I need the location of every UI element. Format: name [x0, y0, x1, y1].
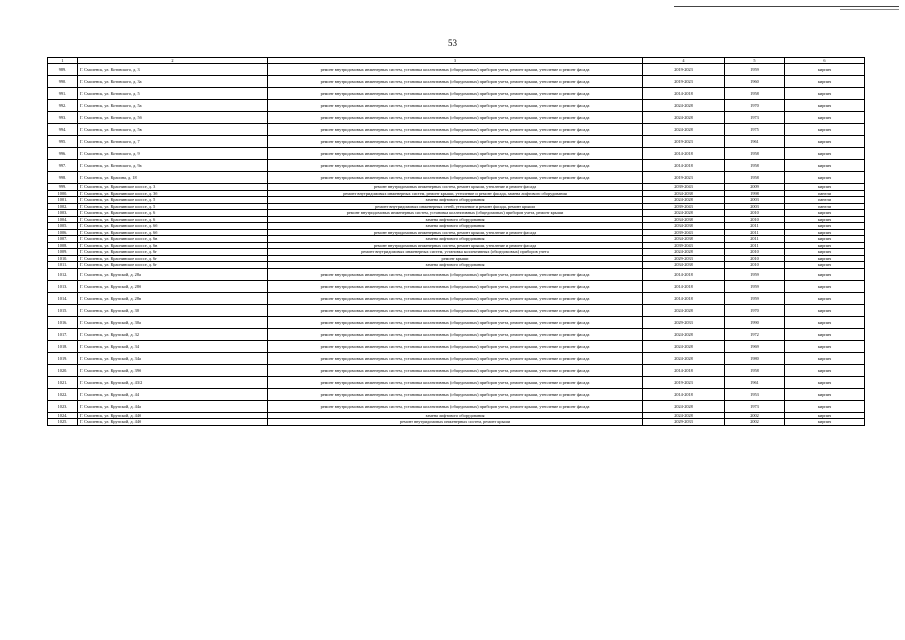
wall-material-cell: кирпич: [785, 255, 865, 262]
year-built-cell: 1990: [725, 316, 785, 328]
table-row: [48, 160, 865, 172]
row-number: 1008.: [48, 242, 78, 249]
period-cell: 2034-2038: [643, 190, 725, 197]
address-cell: Г. Смоленск, ул. Краснинское шоссе, д. 6б: [78, 229, 268, 236]
year-built-cell: 1958: [725, 88, 785, 100]
address-cell: Г. Смоленск, ул. Крупской, д. 44: [78, 388, 268, 400]
address-cell: Г. Смоленск, ул. Котовского, д. 3: [78, 64, 268, 76]
year-built-cell: 2010: [725, 216, 785, 223]
table-row: [48, 419, 865, 426]
work-type-cell: ремонт внутридомовых инженерных систем, ремонт крыши: [268, 419, 643, 426]
year-built-cell: 1960: [725, 76, 785, 88]
year-built-cell: 2011: [725, 223, 785, 230]
work-type-cell: замена лифтового оборудования: [268, 262, 643, 269]
address-cell: Г. Смоленск, ул. Котовского, д. 5а: [78, 100, 268, 112]
work-type-cell: ремонт внутридомовых инженерных систем, установка коллективных (общедомовых) приборов учета, ремонт крыши, утепление и ремонт фасада: [268, 328, 643, 340]
address-cell: Г. Смоленск, ул. Крупской, д. 30: [78, 304, 268, 316]
work-type-cell: ремонт внутридомовых инженерных систем, ремонт крыши, утепление и ремонт фасада: [268, 184, 643, 191]
period-cell: 2014-2018: [643, 292, 725, 304]
work-type-cell: ремонт внутридомовых инженерных систем, установка коллективных (общедомовых) приборов учета, ремонт крыши, утепление и ремонт фасада: [268, 160, 643, 172]
table-row: [48, 136, 865, 148]
period-cell: 2039-2043: [643, 184, 725, 191]
work-type-cell: замена лифтового оборудования: [268, 197, 643, 204]
year-built-cell: 1969: [725, 340, 785, 352]
column-header-3: 3: [268, 58, 643, 64]
table-row: [48, 76, 865, 88]
table-row: [48, 400, 865, 412]
year-built-cell: 2010: [725, 210, 785, 217]
wall-material-cell: кирпич: [785, 419, 865, 426]
row-number: 1016.: [48, 316, 78, 328]
row-number: 1011.: [48, 262, 78, 269]
row-number: 1009.: [48, 249, 78, 256]
year-built-cell: 1975: [725, 124, 785, 136]
table-row: [48, 172, 865, 184]
work-type-cell: ремонт внутридомовых инженерных систем, установка коллективных (общедомовых) приборов учета, ремонт крыши, утепление и ремонт фасада: [268, 268, 643, 280]
work-type-cell: ремонт внутридомовых инженерных систем, установка коллективных (общедомовых) приборов учета, ремонт крыши, утепление и ремонт фасада: [268, 376, 643, 388]
work-type-cell: ремонт внутридомовых инженерных систем, установка коллективных (общедомовых) приборов учета, ремонт крыши, утепление и ремонт фасада: [268, 304, 643, 316]
row-number: 1007.: [48, 236, 78, 243]
address-cell: Г. Смоленск, ул. Котовского, д. 5: [78, 88, 268, 100]
row-number: 1000.: [48, 190, 78, 197]
top-rule-short: [840, 9, 899, 10]
period-cell: 2014-2018: [643, 148, 725, 160]
row-number: 1017.: [48, 328, 78, 340]
address-cell: Г. Смоленск, ул. Крупской, д. 34: [78, 340, 268, 352]
wall-material-cell: кирпич: [785, 136, 865, 148]
wall-material-cell: кирпич: [785, 352, 865, 364]
year-built-cell: 1953: [725, 388, 785, 400]
wall-material-cell: кирпич: [785, 376, 865, 388]
period-cell: 2034-2038: [643, 223, 725, 230]
wall-material-cell: кирпич: [785, 64, 865, 76]
year-built-cell: 1998: [725, 190, 785, 197]
year-built-cell: 1959: [725, 64, 785, 76]
wall-material-cell: кирпич: [785, 328, 865, 340]
row-number: 992.: [48, 100, 78, 112]
work-type-cell: ремонт внутридомовых инженерных систем, установка коллективных (общедомовых) приборов учета, ремонт крыши, утепление и ремонт фасада: [268, 112, 643, 124]
column-header-4: 4: [643, 58, 725, 64]
period-cell: 2019-2023: [643, 376, 725, 388]
table-row: [48, 100, 865, 112]
row-number: 1014.: [48, 292, 78, 304]
row-number: 1020.: [48, 364, 78, 376]
work-type-cell: ремонт внутридомовых инженерных систем, установка коллективных (общедомовых) приборов учета, ремонт крыши, утепление и ремонт фасада: [268, 124, 643, 136]
row-number: 995.: [48, 136, 78, 148]
table-row: [48, 340, 865, 352]
period-cell: 2024-2028: [643, 112, 725, 124]
wall-material-cell: кирпич: [785, 88, 865, 100]
period-cell: 2024-2028: [643, 210, 725, 217]
work-type-cell: ремонт внутридомовых инженерных систем, установка коллективных (общедомовых) приборов учета, ремонт крыши, утепление и ремонт фасада: [268, 316, 643, 328]
period-cell: 2024-2028: [643, 328, 725, 340]
address-cell: Г. Смоленск, ул. Котовского, д. 5б: [78, 112, 268, 124]
work-type-cell: ремонт внутридомовых инженерных систем, ремонт крыши, утепление и ремонт фасада: [268, 229, 643, 236]
table-row: [48, 388, 865, 400]
period-cell: 2034-2038: [643, 216, 725, 223]
wall-material-cell: кирпич: [785, 216, 865, 223]
address-cell: Г. Смоленск, ул. Краснинское шоссе, д. 6б: [78, 223, 268, 230]
address-cell: Г. Смоленск, ул. Крупской, д. 39б: [78, 364, 268, 376]
row-number: 998.: [48, 172, 78, 184]
work-type-cell: ремонт внутридомовых инженерных систем, установка коллективных (общедомовых) приборов учета, ремонт крыши, утепление и ремонт фасада: [268, 400, 643, 412]
year-built-cell: 1970: [725, 304, 785, 316]
wall-material-cell: кирпич: [785, 124, 865, 136]
period-cell: 2024-2028: [643, 352, 725, 364]
work-type-cell: замена лифтового оборудования: [268, 412, 643, 419]
address-cell: Г. Смоленск, ул. Краснинское шоссе, д. 5: [78, 197, 268, 204]
address-cell: Г. Смоленск, ул. Крупской, д. 28а: [78, 268, 268, 280]
wall-material-cell: панели: [785, 190, 865, 197]
row-number: 1018.: [48, 340, 78, 352]
work-type-cell: ремонт внутридомовых инженерных систем, установка коллективных (общедомовых) приборов учета: [268, 249, 643, 256]
row-number: 1019.: [48, 352, 78, 364]
period-cell: 2024-2028: [643, 304, 725, 316]
year-built-cell: 1961: [725, 136, 785, 148]
wall-material-cell: кирпич: [785, 316, 865, 328]
address-cell: Г. Смоленск, ул. Краснинское шоссе, д. 6: [78, 216, 268, 223]
period-cell: 2024-2028: [643, 100, 725, 112]
row-number: 1013.: [48, 280, 78, 292]
wall-material-cell: кирпич: [785, 262, 865, 269]
row-number: 997.: [48, 160, 78, 172]
address-cell: Г. Смоленск, ул. Котовского, д. 7: [78, 136, 268, 148]
year-built-cell: 1961: [725, 376, 785, 388]
row-number: 994.: [48, 124, 78, 136]
work-type-cell: ремонт внутридомовых инженерных систем, установка коллективных (общедомовых) приборов учета, ремонт крыши, утепление и ремонт фасада: [268, 136, 643, 148]
row-number: 1002.: [48, 203, 78, 210]
address-cell: Г. Смоленск, ул. Котовского, д. 3а: [78, 76, 268, 88]
row-number: 1003.: [48, 210, 78, 217]
address-cell: Г. Смоленск, ул. Крупской, д. 43/2: [78, 376, 268, 388]
table-row: [48, 88, 865, 100]
period-cell: 2019-2023: [643, 76, 725, 88]
column-header-5: 5: [725, 58, 785, 64]
year-built-cell: 1980: [725, 352, 785, 364]
address-cell: Г. Смоленск, ул. Крупской, д. 44б: [78, 412, 268, 419]
work-type-cell: замена лифтового оборудования: [268, 236, 643, 243]
year-built-cell: 2011: [725, 236, 785, 243]
period-cell: 2014-2018: [643, 88, 725, 100]
wall-material-cell: кирпич: [785, 242, 865, 249]
address-cell: Г. Смоленск, ул. Краснинское шоссе, д. 6: [78, 210, 268, 217]
row-number: 990.: [48, 76, 78, 88]
work-type-cell: ремонт внутридомовых инженерных систем, установка коллективных (общедомовых) приборов учета, ремонт крыши, утепление и ремонт фасада: [268, 364, 643, 376]
row-number: 1021.: [48, 376, 78, 388]
row-number: 1023.: [48, 400, 78, 412]
wall-material-cell: кирпич: [785, 388, 865, 400]
period-cell: 2024-2028: [643, 124, 725, 136]
year-built-cell: 1958: [725, 160, 785, 172]
wall-material-cell: кирпич: [785, 112, 865, 124]
work-type-cell: ремонт внутридомовых инженерных систем, установка коллективных (общедомовых) приборов учета, ремонт крыши, утепление и ремонт фасада: [268, 100, 643, 112]
row-number: 1025.: [48, 419, 78, 426]
wall-material-cell: панели: [785, 197, 865, 204]
year-built-cell: 2003: [725, 197, 785, 204]
row-number: 993.: [48, 112, 78, 124]
table-row: [48, 304, 865, 316]
year-built-cell: 2010: [725, 249, 785, 256]
period-cell: 2034-2038: [643, 236, 725, 243]
year-built-cell: 2002: [725, 412, 785, 419]
address-cell: Г. Смоленск, ул. Крупской, д. 28в: [78, 292, 268, 304]
table-row: [48, 280, 865, 292]
row-number: 1015.: [48, 304, 78, 316]
year-built-cell: 2011: [725, 242, 785, 249]
table-row: [48, 328, 865, 340]
table-row: [48, 112, 865, 124]
address-cell: Г. Смоленск, ул. Крупской, д. 44а: [78, 400, 268, 412]
address-cell: Г. Смоленск, ул. Красина, д. 18: [78, 172, 268, 184]
address-cell: Г. Смоленск, ул. Краснинское шоссе, д. 6г: [78, 249, 268, 256]
row-number: 1006.: [48, 229, 78, 236]
address-cell: Г. Смоленск, ул. Краснинское шоссе, д. 3б: [78, 190, 268, 197]
wall-material-cell: кирпич: [785, 148, 865, 160]
work-type-cell: ремонт внутридомовых инженерных систем, установка коллективных (общедомовых) приборов учета, ремонт крыши, утепление и ремонт фасада: [268, 352, 643, 364]
wall-material-cell: кирпич: [785, 236, 865, 243]
wall-material-cell: кирпич: [785, 172, 865, 184]
wall-material-cell: кирпич: [785, 280, 865, 292]
period-cell: 2014-2018: [643, 268, 725, 280]
address-cell: Г. Смоленск, ул. Краснинское шоссе, д. 5: [78, 203, 268, 210]
period-cell: 2039-2043: [643, 242, 725, 249]
housing-repair-table: [47, 57, 865, 426]
period-cell: 2014-2018: [643, 280, 725, 292]
table-row: [48, 268, 865, 280]
address-cell: Г. Смоленск, ул. Котовского, д. 9: [78, 148, 268, 160]
work-type-cell: ремонт внутридомовых инженерных систем, установка коллективных (общедомовых) приборов учета, ремонт крыши, утепление и ремонт фасада: [268, 148, 643, 160]
page-number: 53: [448, 38, 457, 48]
period-cell: 2029-2033: [643, 316, 725, 328]
row-number: 1001.: [48, 197, 78, 204]
wall-material-cell: кирпич: [785, 412, 865, 419]
work-type-cell: ремонт внутридомовых инженерных систем, установка коллективных (общедомовых) приборов учета, ремонт крыши, утепление и ремонт фасада: [268, 280, 643, 292]
period-cell: 2034-2038: [643, 262, 725, 269]
column-header-6: 6: [785, 58, 865, 64]
row-number: 996.: [48, 148, 78, 160]
period-cell: 2024-2028: [643, 197, 725, 204]
row-number: 991.: [48, 88, 78, 100]
work-type-cell: ремонт внутридомовых инженерных систем, установка коллективных (общедомовых) приборов учета, ремонт крыши, утепление и ремонт фасада: [268, 292, 643, 304]
table-row: [48, 316, 865, 328]
row-number: 1024.: [48, 412, 78, 419]
work-type-cell: ремонт внутридомовых инженерных систем, установка коллективных (общедомовых) приборов учета, ремонт крыши, утепление и ремонт фасада: [268, 172, 643, 184]
period-cell: 2024-2028: [643, 412, 725, 419]
wall-material-cell: кирпич: [785, 292, 865, 304]
period-cell: 2029-2033: [643, 419, 725, 426]
work-type-cell: ремонт внутридомовых инженерных систем, ремонт крыши, утепление и ремонт фасада: [268, 242, 643, 249]
year-built-cell: 1973: [725, 112, 785, 124]
work-type-cell: ремонт внутридомовых инженерных сетей, утепление и ремонт фасада, ремонт крыши: [268, 203, 643, 210]
work-type-cell: ремонт внутридомовых инженерных систем, установка коллективных (общедомовых) приборов учета, ремонт крыши, утепление и ремонт фасада: [268, 76, 643, 88]
wall-material-cell: кирпич: [785, 160, 865, 172]
year-built-cell: 2011: [725, 229, 785, 236]
work-type-cell: ремонт внутридомовых инженерных систем, установка коллективных (общедомовых) приборов учета, ремонт крыши, утепление и ремонт фасада: [268, 64, 643, 76]
wall-material-cell: кирпич: [785, 268, 865, 280]
year-built-cell: 2003: [725, 203, 785, 210]
year-built-cell: 1959: [725, 268, 785, 280]
address-cell: Г. Смоленск, ул. Краснинское шоссе, д. 6г: [78, 262, 268, 269]
work-type-cell: ремонт внутридомовых инженерных систем, установка коллективных (общедомовых) приборов учета, ремонт крыши, утепление и ремонт фасада: [268, 88, 643, 100]
table-row: [48, 376, 865, 388]
year-built-cell: 1972: [725, 328, 785, 340]
row-number: 999.: [48, 184, 78, 191]
wall-material-cell: кирпич: [785, 76, 865, 88]
period-cell: 2014-2018: [643, 388, 725, 400]
wall-material-cell: кирпич: [785, 229, 865, 236]
wall-material-cell: кирпич: [785, 223, 865, 230]
column-header-1: 1: [48, 58, 78, 64]
year-built-cell: 2002: [725, 419, 785, 426]
year-built-cell: 2010: [725, 255, 785, 262]
period-cell: 2019-2023: [643, 136, 725, 148]
row-number: 989.: [48, 64, 78, 76]
table-row: [48, 364, 865, 376]
period-cell: 2039-2043: [643, 203, 725, 210]
period-cell: 2024-2028: [643, 400, 725, 412]
column-header-2: 2: [78, 58, 268, 64]
period-cell: 2019-2023: [643, 64, 725, 76]
year-built-cell: 1970: [725, 100, 785, 112]
period-cell: 2014-2018: [643, 160, 725, 172]
table-row: [48, 64, 865, 76]
wall-material-cell: кирпич: [785, 400, 865, 412]
work-type-cell: замена лифтового оборудования: [268, 223, 643, 230]
address-cell: Г. Смоленск, ул. Крупской, д. 34а: [78, 352, 268, 364]
row-number: 1010.: [48, 255, 78, 262]
row-number: 1012.: [48, 268, 78, 280]
row-number: 1004.: [48, 216, 78, 223]
year-built-cell: 1959: [725, 292, 785, 304]
work-type-cell: ремонт внутридомовых инженерных систем, установка коллективных (общедомовых) приборов учета, ремонт крыши, утепление и ремонт фасада: [268, 388, 643, 400]
year-built-cell: 1958: [725, 364, 785, 376]
table-row: [48, 352, 865, 364]
wall-material-cell: кирпич: [785, 184, 865, 191]
address-cell: Г. Смоленск, ул. Крупской, д. 30а: [78, 316, 268, 328]
wall-material-cell: кирпич: [785, 210, 865, 217]
year-built-cell: 1958: [725, 148, 785, 160]
work-type-cell: замена лифтового оборудования: [268, 216, 643, 223]
wall-material-cell: панели: [785, 203, 865, 210]
period-cell: 2024-2028: [643, 249, 725, 256]
address-cell: Г. Смоленск, ул. Крупской, д. 28б: [78, 280, 268, 292]
year-built-cell: 1959: [725, 280, 785, 292]
table-row: [48, 292, 865, 304]
work-type-cell: ремонт крыши: [268, 255, 643, 262]
wall-material-cell: кирпич: [785, 304, 865, 316]
address-cell: Г. Смоленск, ул. Краснинское шоссе, д. 6в: [78, 236, 268, 243]
period-cell: 2024-2028: [643, 340, 725, 352]
work-type-cell: ремонт внутридомовых инженерных систем, ремонт крыши, утепление и ремонт фасада, замена лифтового оборудования: [268, 190, 643, 197]
row-number: 1022.: [48, 388, 78, 400]
year-built-cell: 2010: [725, 262, 785, 269]
work-type-cell: ремонт внутридомовых инженерных систем, установка коллективных (общедомовых) приборов учета, ремонт крыши: [268, 210, 643, 217]
address-cell: Г. Смоленск, ул. Крупской, д. 44б: [78, 419, 268, 426]
wall-material-cell: кирпич: [785, 340, 865, 352]
address-cell: Г. Смоленск, ул. Краснинское шоссе, д. 3: [78, 184, 268, 191]
year-built-cell: 1958: [725, 172, 785, 184]
row-number: 1005.: [48, 223, 78, 230]
address-cell: Г. Смоленск, ул. Крупской, д. 32: [78, 328, 268, 340]
year-built-cell: 1973: [725, 400, 785, 412]
period-cell: 2039-2043: [643, 229, 725, 236]
wall-material-cell: кирпич: [785, 249, 865, 256]
address-cell: Г. Смоленск, ул. Котовского, д. 9а: [78, 160, 268, 172]
wall-material-cell: кирпич: [785, 364, 865, 376]
year-built-cell: 2009: [725, 184, 785, 191]
wall-material-cell: кирпич: [785, 100, 865, 112]
table-row: [48, 148, 865, 160]
period-cell: 2019-2023: [643, 172, 725, 184]
top-rule: [674, 6, 899, 7]
address-cell: Г. Смоленск, ул. Краснинское шоссе, д. 6г: [78, 255, 268, 262]
period-cell: 2029-2033: [643, 255, 725, 262]
table-row: [48, 124, 865, 136]
period-cell: 2014-2018: [643, 364, 725, 376]
address-cell: Г. Смоленск, ул. Котовского, д. 5в: [78, 124, 268, 136]
work-type-cell: ремонт внутридомовых инженерных систем, установка коллективных (общедомовых) приборов учета, ремонт крыши, утепление и ремонт фасада: [268, 340, 643, 352]
address-cell: Г. Смоленск, ул. Краснинское шоссе, д. 6в: [78, 242, 268, 249]
